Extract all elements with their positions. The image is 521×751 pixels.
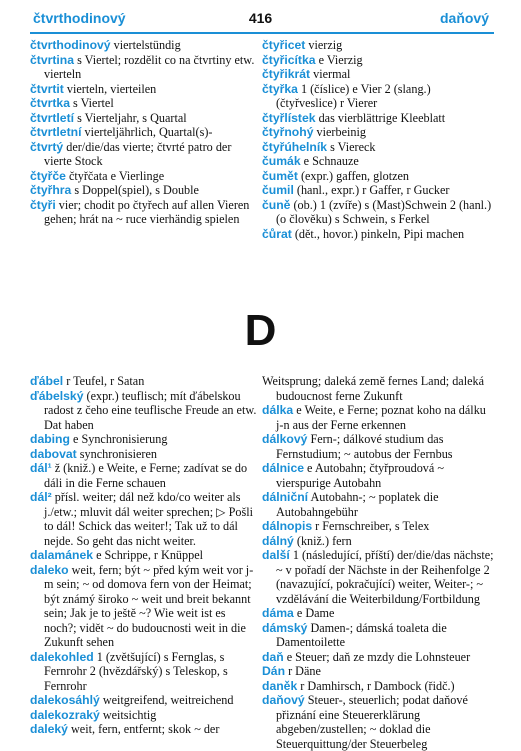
dictionary-entry bbox=[262, 183, 494, 198]
headword: ďábel bbox=[30, 374, 64, 388]
entry-body: Steuer-, steuerlich; podat daňové přiznání eine Steuererklärung abgeben/zustellen; ~ doklad die Steuerquittung/der Steuerbeleg bbox=[276, 693, 468, 751]
left-guide-word: čtvrthodinový bbox=[33, 10, 126, 26]
headword: daleký bbox=[30, 722, 68, 736]
headword: čuně bbox=[262, 197, 291, 212]
entry-body: e Synchronisierung bbox=[73, 432, 168, 446]
entry-body: r Fernschreiber, s Telex bbox=[315, 519, 430, 533]
dictionary-entry bbox=[262, 664, 494, 679]
headword: dál² bbox=[30, 490, 52, 504]
entry-body: weitgreifend, weitreichend bbox=[102, 693, 234, 707]
entry-body: čtyřčata e Vierlinge bbox=[68, 168, 165, 183]
entry-body: 1 (zvětšující) s Fernglas, s Fernrohr 2 (hvězdářský) s Teleskop, s Fernrohr bbox=[44, 649, 228, 693]
entry-body: s Vierteljahr, s Quartal bbox=[77, 110, 187, 125]
headword: čtvrtit bbox=[30, 81, 64, 96]
headword: čtyřúhelník bbox=[262, 139, 328, 154]
entry-body: (expr.) gaffen, glotzen bbox=[300, 168, 410, 183]
entry-body: (kniž.) fern bbox=[296, 533, 352, 548]
entry-body: e Autobahn; čtyřproudová ~ vierspurige Autobahn bbox=[276, 461, 444, 490]
page-header bbox=[0, 6, 521, 30]
section-letter: D bbox=[244, 306, 277, 355]
dictionary-entry bbox=[262, 67, 494, 82]
entry-body: e Schrippe, r Knüppel bbox=[96, 548, 204, 562]
dictionary-entry bbox=[262, 53, 494, 68]
entry-body: s Viertel bbox=[73, 96, 114, 110]
dictionary-entry bbox=[262, 403, 494, 432]
headword: čtvrtletní bbox=[30, 125, 82, 139]
entry-body: Damen-; dámská toaleta die Damentoilette bbox=[276, 620, 447, 649]
entry-body: s Viertel; rozdělit co na čtvrtiny etw. vierteln bbox=[44, 52, 255, 81]
entry-body: r Teufel, r Satan bbox=[66, 374, 145, 388]
entry-body: (hanl., expr.) r Gaffer, r Gucker bbox=[296, 183, 450, 197]
entry-body: vierbeinig bbox=[316, 125, 366, 139]
dictionary-entry bbox=[262, 38, 494, 53]
dictionary-entry bbox=[262, 432, 494, 461]
headword: dálnice bbox=[262, 461, 304, 475]
dictionary-entry bbox=[262, 490, 494, 519]
headword: dámský bbox=[262, 620, 308, 635]
headword: čtyřicítka bbox=[262, 52, 316, 67]
entry-body: vier; chodit po čtyřech auf allen Vieren gehen; hrát na ~ ruce vierhändig spielen bbox=[44, 197, 250, 226]
lower-left-column bbox=[30, 374, 258, 737]
dictionary-entry bbox=[30, 432, 258, 447]
entry-body: vierteln, vierteilen bbox=[66, 81, 157, 96]
headword: čtvrtý bbox=[30, 139, 64, 154]
headword: dálný bbox=[262, 533, 294, 548]
headword: dalekozraký bbox=[30, 707, 100, 722]
dictionary-entry bbox=[262, 679, 494, 694]
entry-body: Weitsprung; daleká země fernes Land; daleká budoucnost ferne Zukunft bbox=[262, 374, 485, 403]
entry-body: weitsichtig bbox=[102, 707, 157, 722]
dictionary-entry bbox=[262, 548, 494, 606]
page-number: 416 bbox=[248, 10, 273, 26]
dictionary-entry bbox=[30, 389, 258, 433]
headword: čumět bbox=[262, 168, 298, 183]
entry-body: (ob.) 1 (zvíře) s (Mast)Schwein 2 (hanl.) (o člověku) s Schwein, s Ferkel bbox=[276, 197, 492, 226]
dictionary-entry bbox=[262, 650, 494, 665]
entry-body: s Doppel(spiel), s Double bbox=[74, 183, 199, 197]
dictionary-entry bbox=[262, 374, 494, 403]
header-rule bbox=[30, 32, 494, 34]
headword: dabing bbox=[30, 432, 70, 446]
headword: čtyřhra bbox=[30, 183, 72, 197]
dictionary-entry bbox=[30, 125, 258, 140]
dictionary-entry bbox=[30, 82, 258, 97]
dictionary-entry bbox=[30, 722, 258, 737]
entry-body: s Viereck bbox=[330, 139, 376, 154]
headword: daň bbox=[262, 649, 284, 664]
dictionary-entry bbox=[30, 96, 258, 111]
dictionary-entry bbox=[262, 198, 494, 227]
entry-body: das vierblättrige Kleeblatt bbox=[318, 110, 446, 125]
headword: čtvrtina bbox=[30, 52, 75, 67]
dictionary-entry bbox=[262, 111, 494, 126]
headword: čumák bbox=[262, 154, 301, 168]
headword: čtvrtletí bbox=[30, 110, 75, 125]
dictionary-entry bbox=[30, 169, 258, 184]
entry-body: Fern-; dálkové studium das Fernstudium; ~ autobus der Fernbus bbox=[276, 432, 453, 461]
dictionary-entry bbox=[262, 125, 494, 140]
entry-body: r Damhirsch, r Dambock (řidč.) bbox=[300, 678, 455, 693]
entry-body: vierteljährlich, Quartal(s)- bbox=[84, 125, 213, 139]
headword: ďábelský bbox=[30, 388, 84, 403]
dictionary-entry bbox=[262, 154, 494, 169]
dictionary-entry bbox=[30, 490, 258, 548]
entry-body: r Däne bbox=[288, 664, 321, 678]
dictionary-entry bbox=[30, 650, 258, 694]
headword: čumil bbox=[262, 183, 294, 197]
headword: dálniční bbox=[262, 490, 309, 504]
dictionary-entry bbox=[262, 534, 494, 549]
headword: čtyřikrát bbox=[262, 67, 311, 81]
headword: dálnopis bbox=[262, 519, 313, 533]
dictionary-entry bbox=[30, 461, 258, 490]
dictionary-entry bbox=[30, 53, 258, 82]
headword: dalekosáhlý bbox=[30, 693, 100, 707]
dictionary-entry bbox=[262, 606, 494, 621]
headword: dalamánek bbox=[30, 548, 94, 562]
headword: dalekohled bbox=[30, 649, 94, 664]
entry-body: weit, fern, entfernt; skok ~ der bbox=[71, 722, 220, 736]
headword: čtyřče bbox=[30, 168, 66, 183]
entry-body: viertelstündig bbox=[113, 38, 181, 52]
dictionary-entry bbox=[262, 621, 494, 650]
headword: dáma bbox=[262, 606, 294, 620]
dictionary-entry bbox=[30, 693, 258, 708]
entry-body: viermal bbox=[313, 67, 351, 81]
entry-body: der/die/das vierte; čtvrté patro der vierte Stock bbox=[44, 139, 232, 168]
entry-body: synchronisieren bbox=[79, 446, 157, 461]
entry-body: vierzig bbox=[308, 38, 343, 52]
headword: čtyřicet bbox=[262, 38, 306, 52]
upper-right-column bbox=[262, 38, 494, 241]
entry-body: 1 (číslice) e Vier 2 (slang.) (čtyřveslice) r Vierer bbox=[276, 81, 431, 110]
headword: čtyřka bbox=[262, 81, 298, 96]
dictionary-entry bbox=[30, 183, 258, 198]
entry-body: 1 (následující, příští) der/die/das nächste; ~ v pořadí der Nächste in der Reihenfolge 2 (navazující, pokračující) weiter, Weiter-; ~ vzdělávání die Weiterbildung/Fortbildung bbox=[276, 548, 494, 606]
dictionary-entry bbox=[30, 198, 258, 227]
headword: čtvrtka bbox=[30, 96, 70, 110]
headword: čtyřlístek bbox=[262, 110, 316, 125]
lower-right-column bbox=[262, 374, 494, 751]
headword: čtvrthodinový bbox=[30, 38, 111, 52]
dictionary-entry bbox=[262, 169, 494, 184]
entry-body: e Steuer; daň ze mzdy die Lohnsteuer bbox=[286, 649, 471, 664]
dictionary-entry bbox=[30, 38, 258, 53]
headword: Dán bbox=[262, 664, 286, 678]
dictionary-entry bbox=[30, 374, 258, 389]
dictionary-entry bbox=[30, 111, 258, 126]
entry-body: (expr.) teuflisch; mít ďábelskou radost z čeho eine teuflische Freude an etw. Dat haben bbox=[44, 388, 257, 432]
headword: daňový bbox=[262, 693, 305, 707]
entry-body: ž (kniž.) e Weite, e Ferne; zadívat se do dáli in die Ferne schauen bbox=[44, 461, 248, 490]
headword: daněk bbox=[262, 678, 298, 693]
right-guide-word: daňový bbox=[439, 10, 489, 26]
headword: další bbox=[262, 548, 290, 562]
entry-body: přísl. weiter; dál než kdo/co weiter als j./etw.; mluvit dál weiter sprechen; ▷ Pošli to dál! Schick das weiter!; Tak už to dál nejde. So geht das nicht weiter. bbox=[44, 490, 253, 548]
dictionary-entry bbox=[262, 461, 494, 490]
dictionary-entry bbox=[262, 82, 494, 111]
headword: čtyři bbox=[30, 197, 56, 212]
dictionary-entry bbox=[30, 548, 258, 563]
entry-body: e Vierzig bbox=[318, 52, 363, 67]
headword: čůrat bbox=[262, 226, 292, 241]
entry-body: e Schnauze bbox=[303, 154, 359, 168]
dictionary-entry bbox=[262, 227, 494, 242]
headword: daleko bbox=[30, 562, 69, 577]
entry-body: e Dame bbox=[296, 606, 335, 620]
dictionary-entry bbox=[30, 447, 258, 462]
headword: dál¹ bbox=[30, 461, 52, 475]
dictionary-entry bbox=[262, 140, 494, 155]
entry-body: (dět., hovor.) pinkeln, Pipi machen bbox=[294, 226, 465, 241]
dictionary-entry bbox=[262, 693, 494, 751]
headword: dabovat bbox=[30, 446, 77, 461]
dictionary-entry bbox=[30, 140, 258, 169]
dictionary-entry bbox=[30, 708, 258, 723]
entry-body: weit, fern; být ~ před kým weit vor j-m sein; ~ od domova fern von der Heimat; být známý široko ~ weit und breit bekannt sein; Jak je to ještě ~? Wie weit ist es noch?; vidět ~ do budoucnosti weit in die Zukunft sehen bbox=[44, 562, 254, 649]
headword: dálka bbox=[262, 403, 294, 417]
upper-left-column bbox=[30, 38, 258, 227]
headword: čtyřnohý bbox=[262, 125, 314, 139]
entry-body: Autobahn-; ~ poplatek die Autobahngebühr bbox=[276, 490, 439, 519]
headword: dálkový bbox=[262, 432, 308, 446]
dictionary-entry bbox=[30, 563, 258, 650]
dictionary-entry bbox=[262, 519, 494, 534]
entry-body: e Weite, e Ferne; poznat koho na dálku j-n aus der Ferne erkennen bbox=[276, 403, 486, 432]
